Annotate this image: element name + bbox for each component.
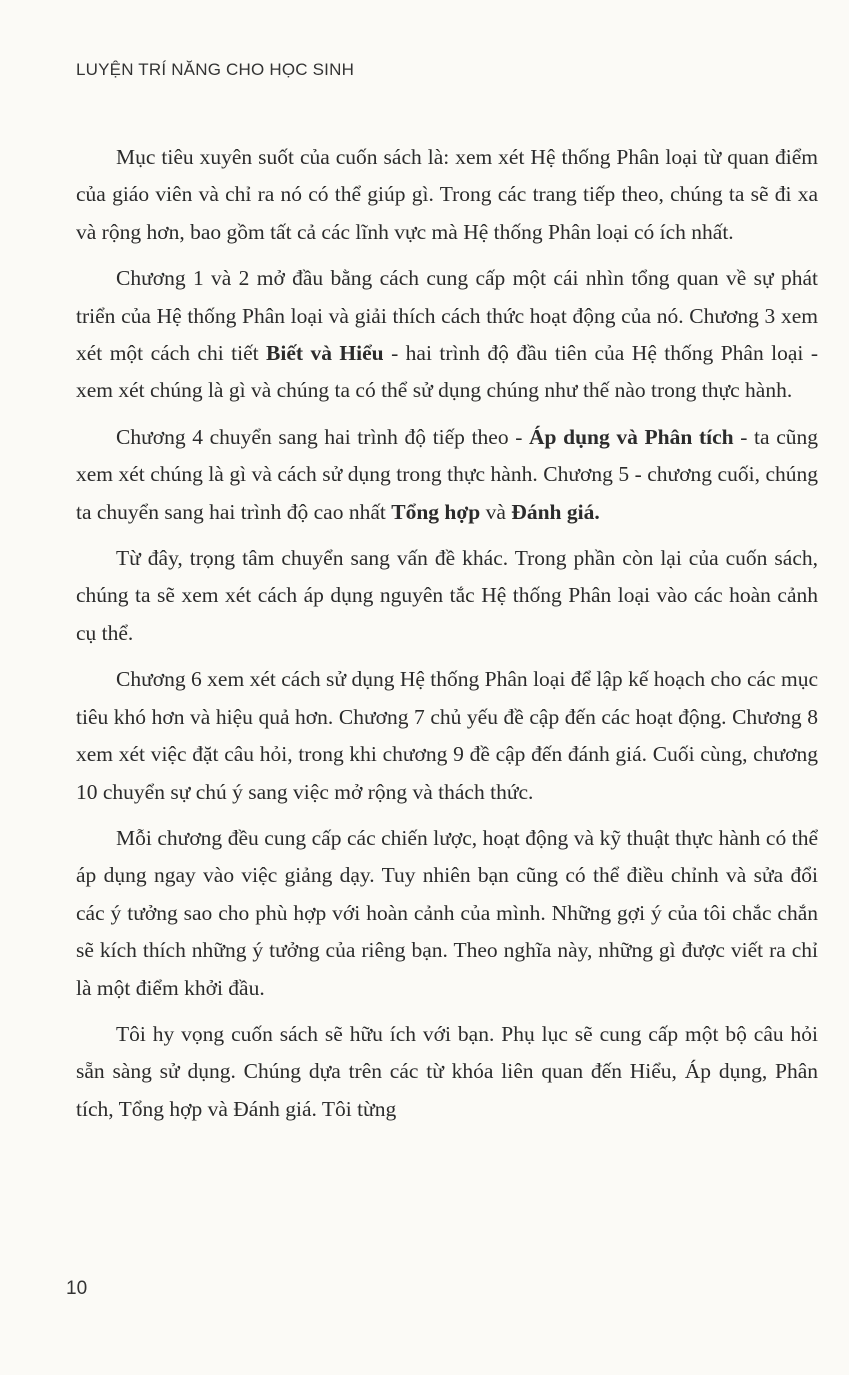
text-segment: Chương 4 chuyển sang hai trình độ tiếp theo - <box>116 424 530 449</box>
bold-term: Tổng hợp <box>391 499 481 524</box>
paragraph <box>76 1016 818 1128</box>
text-segment: Tôi hy vọng cuốn sách sẽ hữu ích với bạn. Phụ lục sẽ cung cấp một bộ câu hỏi sẵn sàng sử dụng. Chúng dựa trên các từ khóa liên quan đến Hiểu, Áp dụng, Phân tích, Tổng hợp và Đánh giá. Tôi từng <box>76 1021 818 1121</box>
running-header: LUYỆN TRÍ NĂNG CHO HỌC SINH <box>76 60 355 79</box>
text-segment: - ta cũng xem xét chúng là gì và cách sử dụng trong thực hành. Chương 5 - chương cuối, chúng ta chuyển sang hai trình độ cao nhất <box>76 424 818 524</box>
bold-term: Biết và Hiểu <box>266 341 384 366</box>
page-number: 10 <box>66 1278 88 1299</box>
paragraph <box>76 540 818 652</box>
text-segment: Mục tiêu xuyên suốt của cuốn sách là: xem xét Hệ thống Phân loại từ quan điểm của giáo viên và chỉ ra nó có thể giúp gì. Trong các trang tiếp theo, chúng ta sẽ đi xa và rộng hơn, bao gồm tất cả các lĩnh vực mà Hệ thống Phân loại có ích nhất. <box>76 145 818 244</box>
bold-term: Đánh giá. <box>511 499 600 524</box>
text-segment: - hai trình độ đầu tiên của Hệ thống Phân loại - xem xét chúng là gì và chúng ta có thể sử dụng chúng như thế nào trong thực hành. <box>76 341 818 403</box>
text-segment: và <box>480 499 512 524</box>
body-text <box>76 139 818 1137</box>
text-segment: Chương 6 xem xét cách sử dụng Hệ thống Phân loại để lập kế hoạch cho các mục tiêu khó hơn và hiệu quả hơn. Chương 7 chủ yếu đề cập đến các hoạt động. Chương 8 xem xét việc đặt câu hỏi, trong khi chương 9 đề cập đến đánh giá. Cuối cùng, chương 10 chuyển sự chú ý sang việc mở rộng và thách thức. <box>76 667 818 804</box>
text-segment: Từ đây, trọng tâm chuyển sang vấn đề khác. Trong phần còn lại của cuốn sách, chúng ta sẽ xem xét cách áp dụng nguyên tắc Hệ thống Phân loại vào các hoàn cảnh cụ thể. <box>76 546 818 645</box>
paragraph <box>76 661 818 811</box>
bold-term: Áp dụng và Phân tích <box>529 424 734 449</box>
paragraph <box>76 820 818 1007</box>
text-segment: Chương 1 và 2 mở đầu bằng cách cung cấp một cái nhìn tổng quan về sự phát triển của Hệ thống Phân loại và giải thích cách thức hoạt động của nó. Chương 3 xem xét một cách chi tiết <box>76 266 818 366</box>
text-segment: Mỗi chương đều cung cấp các chiến lược, hoạt động và kỹ thuật thực hành có thể áp dụng ngay vào việc giảng dạy. Tuy nhiên bạn cũng có thể điều chỉnh và sửa đổi các ý tưởng sao cho phù hợp với hoàn cảnh của mình. Những gợi ý của tôi chắc chắn sẽ kích thích những ý tưởng của riêng bạn. Theo nghĩa này, những gì được viết ra chỉ là một điểm khởi đầu. <box>76 825 818 1000</box>
paragraph <box>76 419 818 531</box>
paragraph <box>76 139 818 251</box>
paragraph <box>76 260 818 410</box>
